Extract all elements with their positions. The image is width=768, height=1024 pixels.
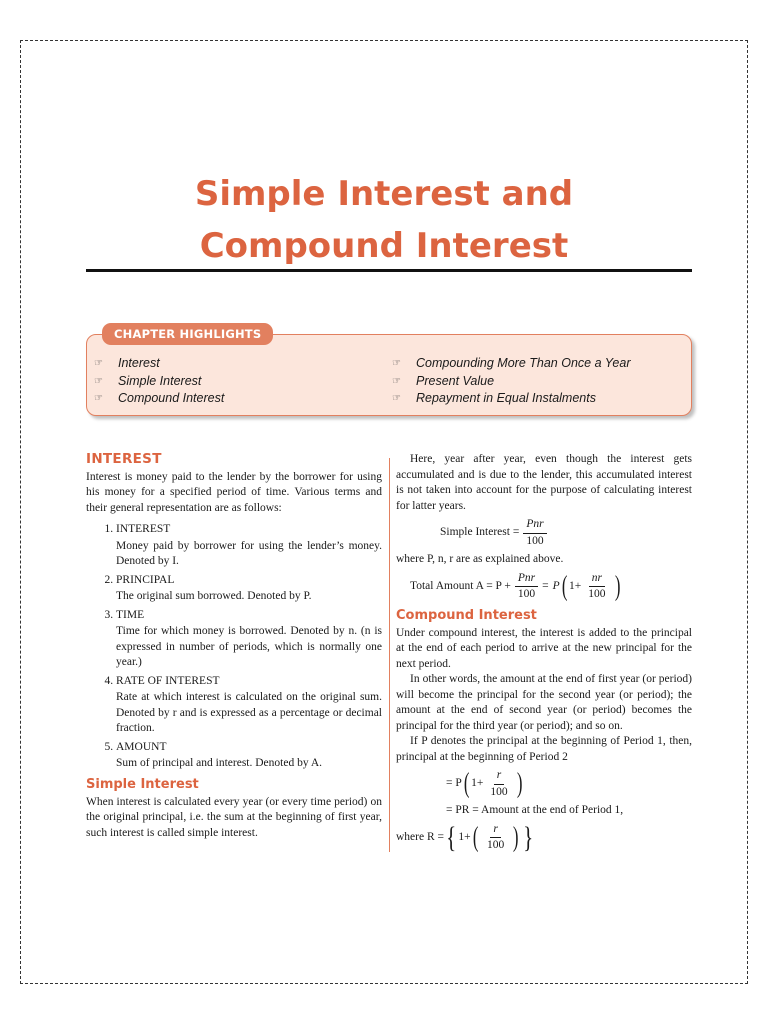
chapter-highlights-label: CHAPTER HIGHLIGHTS bbox=[102, 323, 273, 345]
terms-list bbox=[86, 522, 382, 772]
total-amount-formula: Total Amount A = P + $\frac{\text{Pnr}}{100}$ = P ( 1+ $\frac{nr}{100}$ ) bbox=[410, 570, 620, 602]
title-line-1: Simple Interest and bbox=[194, 174, 574, 214]
title-rule bbox=[86, 269, 692, 272]
list-item: 5. AMOUNT Sum of principal and interest. Denoted by A. bbox=[116, 740, 382, 772]
pr-line: = PR = Amount at the end of Period 1, bbox=[446, 804, 624, 816]
highlights-right-column bbox=[392, 355, 630, 408]
title-line-2: Compound Interest bbox=[199, 226, 569, 266]
right-para-1: Here, year after year, even though the interest gets accumulated and is due to the lender, this accumulated interest is not taken into account for the purpose of calculating interest for latter years. bbox=[396, 453, 692, 512]
compound-para-2: In other words, the amount at the end of first year (or period) will become the principal for the second year (or period); the amount at the end of second year (or period) becomes the principal for the third year (or period); and so on. bbox=[396, 673, 692, 732]
pointing-hand-icon: ☞ bbox=[392, 393, 401, 404]
highlight-label: Compound Interest bbox=[118, 391, 225, 405]
simple-interest-heading: Simple Interest bbox=[86, 776, 199, 792]
compound-interest-heading: Compound Interest bbox=[396, 607, 537, 623]
highlight-item bbox=[392, 390, 630, 408]
fraction: $\frac{r}{100}$ bbox=[490, 769, 508, 798]
list-item: 3. TIME Time for which money is borrowed. Denoted by n. (n is expressed in number of periods, which is normally one year.) bbox=[116, 608, 382, 671]
fraction: $\frac{\text{Pnr}}{100}$ bbox=[515, 571, 538, 603]
list-item: 1. INTEREST Money paid by borrower for using the lender’s money. Denoted by I. bbox=[116, 522, 382, 570]
pointing-hand-icon: ☞ bbox=[94, 358, 103, 369]
highlight-item bbox=[94, 390, 224, 408]
pointing-hand-icon: ☞ bbox=[392, 358, 401, 369]
interest-intro: Interest is money paid to the lender by the borrower for using his money for a specified period of time. Various terms and their general representation are as follows: bbox=[86, 470, 382, 514]
highlight-label: Interest bbox=[118, 356, 160, 370]
pointing-hand-icon: ☞ bbox=[392, 375, 401, 387]
fraction: $\frac{nr}{100}$ bbox=[588, 571, 606, 600]
fraction: $\frac{\text{Pnr}}{100}$ bbox=[523, 517, 546, 549]
pointing-hand-icon: ☞ bbox=[94, 375, 103, 387]
highlights-left-column bbox=[94, 355, 224, 408]
left-column bbox=[86, 452, 382, 841]
highlight-label: Simple Interest bbox=[118, 373, 202, 388]
compound-para-3: If P denotes the principal at the beginning of Period 1, then, principal at the beginning of Period 2 bbox=[396, 735, 692, 763]
highlight-item bbox=[94, 373, 224, 391]
highlight-item bbox=[392, 373, 630, 391]
where-text: where P, n, r are as explained above. bbox=[396, 553, 564, 565]
highlight-item bbox=[94, 355, 224, 373]
period-2-formula: = P ( 1+ $\frac{r}{100}$ ) bbox=[446, 768, 523, 799]
simple-interest-formula: Simple Interest = $\frac{\text{Pnr}}{100}$ bbox=[440, 517, 692, 549]
highlight-label: Repayment in Equal Instalments bbox=[416, 391, 596, 405]
list-item: 4. RATE OF INTEREST Rate at which interest is calculated on the original sum. Denoted by r and is expressed as a percentage or decimal fraction. bbox=[116, 674, 382, 737]
right-column bbox=[396, 452, 692, 857]
chapter-title bbox=[0, 168, 768, 272]
compound-para-1: Under compound interest, the interest is added to the principal at the end of each period to arrive at the new principal for the next period. bbox=[396, 626, 692, 670]
fraction: $\frac{r}{100}$ bbox=[486, 822, 505, 851]
column-divider bbox=[389, 458, 390, 852]
list-item: 2. PRINCIPAL The original sum borrowed. Denoted by P. bbox=[116, 573, 382, 605]
highlight-label: Compounding More Than Once a Year bbox=[416, 356, 631, 370]
simple-interest-text: When interest is calculated every year (or every time period) on the original principal, i.e. the sum at the beginning of first year, such interest is called simple interest. bbox=[86, 795, 382, 839]
interest-heading: INTEREST bbox=[86, 451, 162, 467]
r-definition-formula: where R = { 1+ ( $\frac{r}{100}$ ) } bbox=[396, 820, 533, 854]
highlight-item bbox=[392, 355, 630, 373]
pointing-hand-icon: ☞ bbox=[94, 393, 103, 404]
highlight-label: Present Value bbox=[416, 373, 495, 388]
